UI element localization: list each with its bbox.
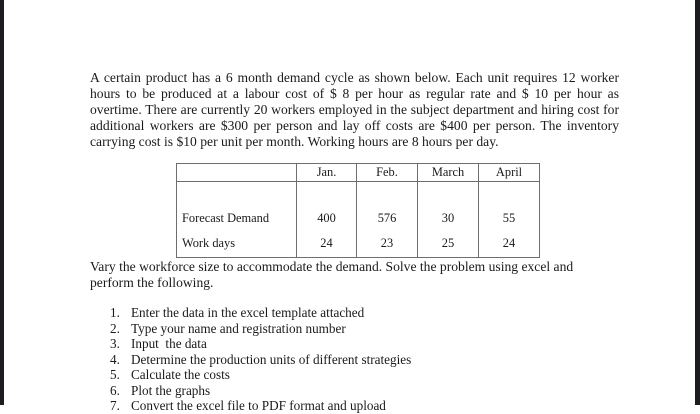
task-text: Input the data <box>131 336 207 351</box>
cell-workdays-march: 25 <box>418 230 479 258</box>
task-item <box>110 383 411 399</box>
table-row-forecast-demand <box>177 182 540 231</box>
task-item <box>110 321 411 337</box>
table-header-march: March <box>418 164 479 182</box>
task-number: 2. <box>110 320 120 336</box>
row-label-work-days: Work days <box>177 230 297 258</box>
cell-workdays-april: 24 <box>479 230 540 258</box>
task-number: 6. <box>110 382 120 398</box>
task-text: Determine the production units of different strategies <box>131 351 412 367</box>
cell-forecast-march: 30 <box>418 182 479 231</box>
task-text: Convert the excel file to PDF format and upload <box>131 398 386 413</box>
task-item <box>110 352 411 368</box>
instruction-text: Vary the workforce size to accommodate the demand. Solve the problem using excel and perform the following. <box>90 259 574 290</box>
task-number: 3. <box>110 336 120 351</box>
demand-table <box>176 163 540 258</box>
cell-workdays-jan: 24 <box>297 230 357 258</box>
document-page <box>4 0 695 413</box>
task-number: 1. <box>110 305 120 320</box>
task-item <box>110 305 411 321</box>
task-item <box>110 336 411 352</box>
row-label-forecast-demand: Forecast Demand <box>177 182 297 231</box>
cell-forecast-jan: 400 <box>297 182 357 231</box>
cell-forecast-feb: 576 <box>357 182 418 231</box>
task-number: 4. <box>110 351 120 367</box>
table-header-blank <box>177 164 297 182</box>
task-text: Enter the data in the excel template attached <box>131 305 365 320</box>
table-row-work-days <box>177 230 540 258</box>
table-header-feb: Feb. <box>357 164 418 182</box>
task-number: 7. <box>110 398 120 413</box>
task-item <box>110 398 411 414</box>
screen-edge-right <box>695 0 700 405</box>
task-list <box>110 305 411 414</box>
task-text: Type your name and registration number <box>131 320 346 336</box>
task-number: 5. <box>110 367 120 382</box>
cell-forecast-april: 55 <box>479 182 540 231</box>
task-text: Plot the graphs <box>131 382 211 398</box>
cell-workdays-feb: 23 <box>357 230 418 258</box>
table-header-april: April <box>479 164 540 182</box>
table-header-jan: Jan. <box>297 164 357 182</box>
task-item <box>110 367 411 383</box>
problem-statement: A certain product has a 6 month demand cycle as shown below. Each unit requires 12 worker hours to be produced at a labour cost of $ 8 per hour as regular rate and $ 10 per hour as overtime. There are currently 20 workers employed in the subject department and hiring cost for additional workers are $300 per person and lay off costs are $400 per person. The inventory carrying cost is $10 per unit per month. Working hours are 8 hours per day. <box>90 70 619 149</box>
table-header-row <box>177 164 540 182</box>
task-text: Calculate the costs <box>131 367 230 382</box>
